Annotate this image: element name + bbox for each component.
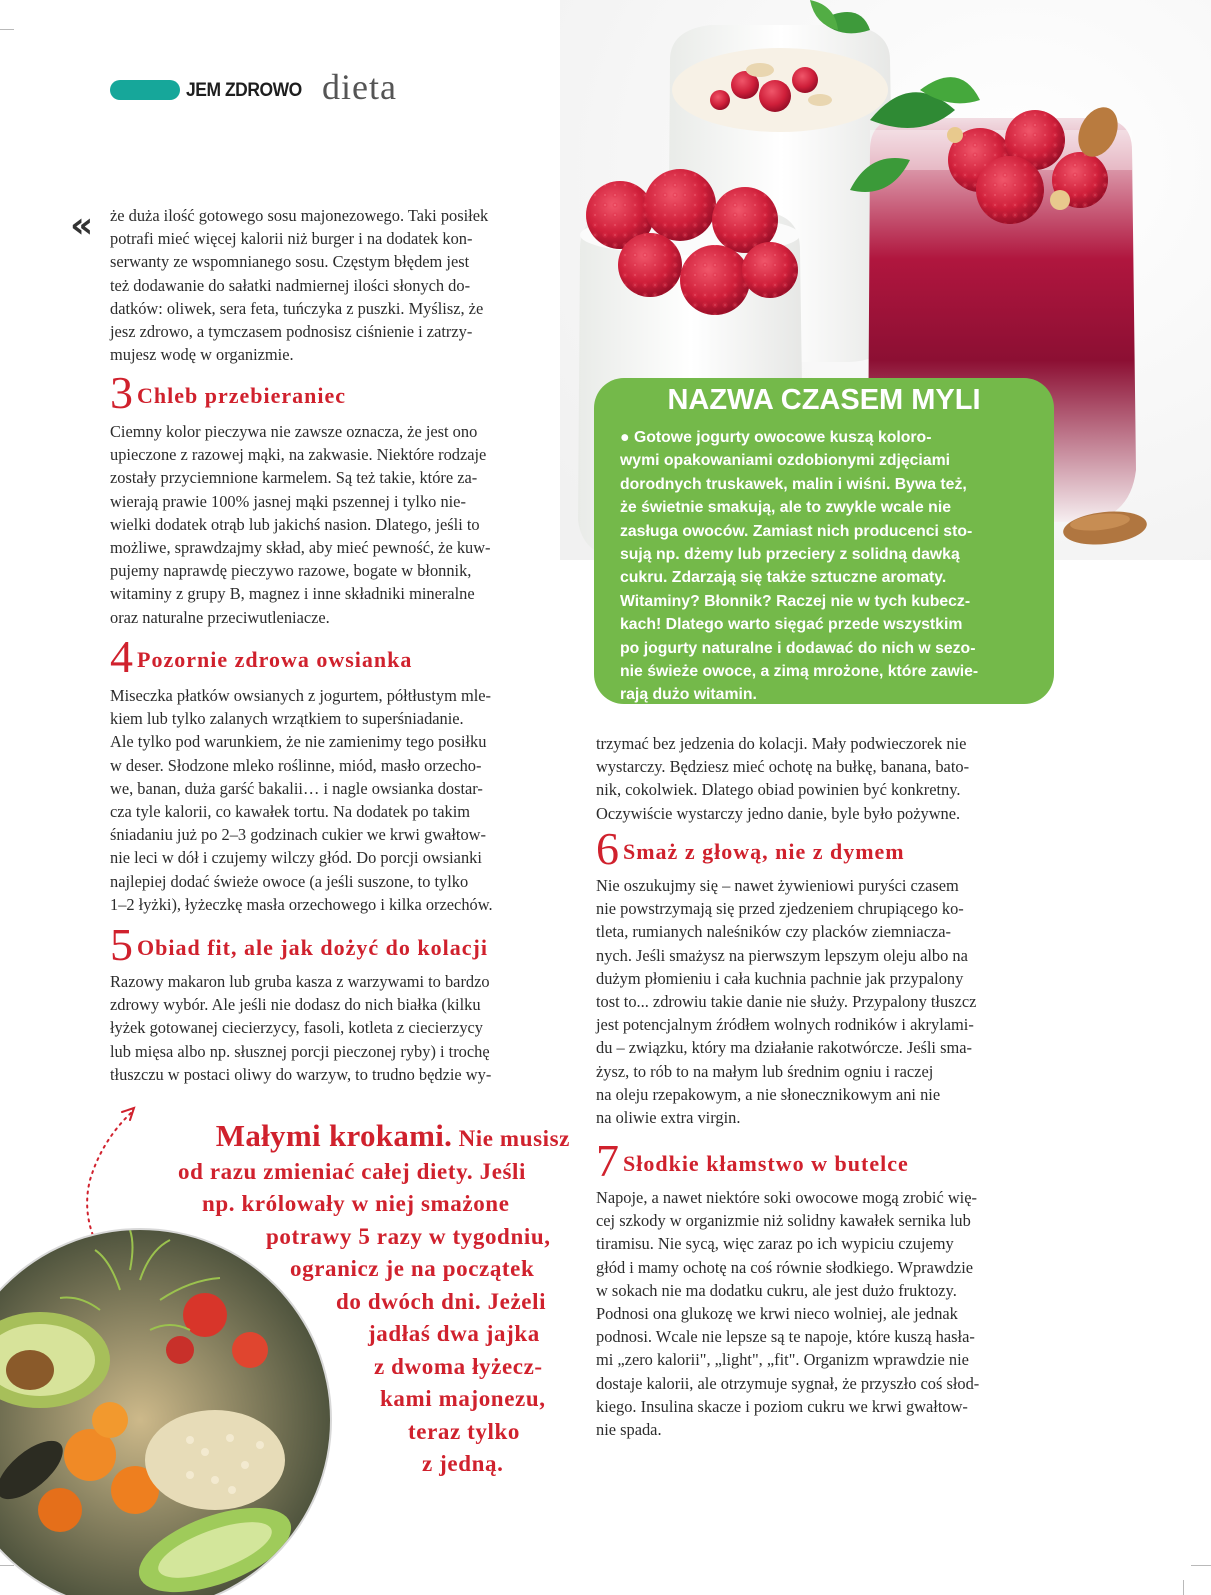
sidebar-title: NAZWA CZASEM MYLI xyxy=(667,384,981,416)
text-line: nie leci w dół i czujemy wilczy głód. Do porcji owsianki xyxy=(110,848,482,868)
tip-line: do dwóch dni. Jeżeli xyxy=(336,1288,547,1314)
text-line: głód i mamy ochotę na coś równie słodkiego. Wprawdzie xyxy=(596,1257,974,1277)
section-topic: dieta xyxy=(322,67,397,107)
text-line: tłuszczu w postaci oliwy do warzyw, to trudno będzie wy- xyxy=(110,1064,492,1084)
text-line: cza tyle kalorii, co kawałek tortu. Na dodatek po takim xyxy=(110,802,471,822)
text-line: jesz zdrowo, a tymczasem podnosisz ciśnienie i zatrzy- xyxy=(110,322,473,342)
section-number: 7 xyxy=(596,1135,619,1186)
section-title: Obiad fit, ale jak dożyć do kolacji xyxy=(137,935,488,960)
text-line: we, banan, duża garść bakalii… i nagle owsianka dostar- xyxy=(110,778,483,798)
text-line: potrafi mieć więcej kalorii niż burger i na dodatek kon- xyxy=(110,229,473,249)
text-line: kach! Dlatego warto sięgać przede wszystkim xyxy=(620,616,963,634)
salad-bowl-photo xyxy=(0,1190,340,1595)
text-line: nie świeże owoce, a zimą mrożone, które zawie- xyxy=(620,663,979,681)
text-line: rają dużo witamin. xyxy=(620,686,757,704)
text-line: ● Gotowe jogurty owocowe kuszą koloro- xyxy=(620,429,932,446)
text-line: Podnosi ona glukozę we krwi nieco wolniej, ale jednak xyxy=(596,1304,958,1324)
text-line: też dodawanie do sałatki nadmiernej ilości słonych do- xyxy=(110,275,471,295)
section-number: 4 xyxy=(110,631,133,682)
section-number: 5 xyxy=(110,919,133,970)
tip-line: od razu zmieniać całej diety. Jeśli xyxy=(178,1158,527,1184)
text-line: Napoje, a nawet niektóre soki owocowe mogą zrobić wię- xyxy=(596,1188,977,1207)
text-line: mujesz wodę w organizmie. xyxy=(110,345,294,365)
tip-line: np. królowały w niej smażone xyxy=(202,1191,510,1216)
continuation-quote-mark: « xyxy=(70,205,94,246)
text-line: 1–2 łyżki), łyżeczkę masła orzechowego i kilka orzechów. xyxy=(110,894,493,914)
text-line: możliwe, sprawdzajmy skład, aby mieć pewność, że kuw- xyxy=(110,538,491,558)
tip-line: z jedną. xyxy=(422,1451,504,1476)
text-line: kiego. Insulina skacze i poziom cukru we krwi gwałtow- xyxy=(596,1396,968,1416)
text-line: nie powstrzymają się przed zjedzeniem chrupiącego ko- xyxy=(596,899,964,919)
section-heading xyxy=(596,822,905,875)
section-number: 3 xyxy=(110,367,133,418)
section-heading xyxy=(596,1134,909,1187)
text-line: łyżek gotowanej ciecierzycy, fasoli, kotleta z ciecierzycy xyxy=(110,1018,483,1038)
text-line: witaminy z grupy B, magnez i inne składniki mineralne xyxy=(110,584,475,604)
text-line: nych. Jeśli smażysz na pierwszym lepszym oleju albo na xyxy=(596,945,968,965)
text-line: tleta, rumianych naleśników czy placków ziemniacza- xyxy=(596,922,951,942)
text-line: serwanty ze wspomnianego sosu. Częstym błędem jest xyxy=(110,252,470,272)
tip-line: kami majonezu, xyxy=(380,1386,546,1411)
text-line: oraz naturalne przeciwutleniacze. xyxy=(110,607,330,627)
text-line: cej szkody w organizmie niż solidny kawałek sernika lub xyxy=(596,1211,971,1231)
section-paragraph xyxy=(110,684,493,916)
text-line: trzymać bez jedzenia do kolacji. Mały podwieczorek nie xyxy=(596,734,967,753)
tip-line: ogranicz je na początek xyxy=(290,1256,535,1281)
text-line: tost to... zdrowiu takie danie nie służy. Przypalony tłuszcz xyxy=(596,992,977,1012)
text-line: Oczywiście wystarczy jedno danie, byle było pożywne. xyxy=(596,803,961,823)
tip-line: Małymi krokami. Nie musisz xyxy=(215,1118,570,1153)
section-heading xyxy=(110,918,488,971)
section-paragraph xyxy=(110,420,491,629)
text-line: zasługa owoców. Zamiast nich producenci sto- xyxy=(620,522,973,540)
text-line: najlepiej dodać świeże owoce (a jeśli suszone, to tylko xyxy=(110,871,469,891)
text-line: w deser. Słodzone mleko roślinne, miód, masło orzecho- xyxy=(110,755,482,775)
sidebar-box xyxy=(594,378,1054,704)
tip-line: z dwoma łyżecz- xyxy=(374,1353,543,1379)
section-paragraph-continued xyxy=(596,732,969,825)
section-color-bar xyxy=(110,80,180,100)
text-line: wielki dodatek otrąb lub jakichś nasion. Dlatego, jeśli to xyxy=(110,514,480,534)
section-title: Słodkie kłamstwo w butelce xyxy=(623,1151,909,1176)
text-line: pujemy naprawdę pieczywo razowe, bogate w błonnik, xyxy=(110,561,472,581)
text-line: Ale tylko pod warunkiem, że nie zamienimy tego posiłku xyxy=(110,732,487,752)
text-line: że świetnie smakują, ale to zwykle wcale nie xyxy=(620,499,952,517)
tip-line: potrawy 5 razy w tygodniu, xyxy=(266,1223,551,1249)
text-line: zdrowy wybór. Ale jeśli nie dodasz do nich białka (kilku xyxy=(110,995,481,1015)
section-title: Pozornie zdrowa owsianka xyxy=(137,647,413,672)
text-line: wymi opakowaniami ozdobionymi zdjęciami xyxy=(620,452,951,470)
section-paragraph xyxy=(596,1186,979,1441)
intro-paragraph xyxy=(110,204,488,366)
section-label: JEM ZDROWO xyxy=(186,80,302,101)
text-line: dorodnych truskawek, malin i wiśni. Bywa też, xyxy=(620,475,967,493)
text-line: wystarczy. Będziesz mieć ochotę na bułkę, banana, bato- xyxy=(596,757,970,777)
sidebar-text xyxy=(620,426,978,707)
text-line: nik, cokolwiek. Dlatego obiad powinien być konkretny. xyxy=(596,780,961,800)
text-line: sują np. dżemy lub przeciery z solidną dawką xyxy=(620,546,960,564)
tip-line: teraz tylko xyxy=(408,1418,520,1444)
text-line: nie spada. xyxy=(596,1420,662,1440)
text-line: Miseczka płatków owsianych z jogurtem, półtłustym mle- xyxy=(110,686,492,705)
crop-mark xyxy=(1191,1565,1211,1566)
text-line: kiem lub tylko zalanych wrzątkiem to superśniadanie. xyxy=(110,709,464,729)
section-paragraph xyxy=(596,874,976,1129)
text-line: dużym płomieniu i cała kuchnia pachnie jak przypalony xyxy=(596,968,964,988)
text-line: po jogurty naturalne i dodawać do nich w sezo- xyxy=(620,639,976,657)
crop-mark xyxy=(0,29,14,30)
text-line: dostaje kalorii, ale otrzymuje sygnał, że przyszło coś słod- xyxy=(596,1373,980,1393)
section-number: 6 xyxy=(596,823,619,874)
section-heading xyxy=(110,366,346,419)
text-line: mi „zero kalorii", „light", „fit". Organizm wprawdzie nie xyxy=(596,1350,969,1370)
text-line: śniadaniu już po 2–3 godzinach cukier we krwi gwałtow- xyxy=(110,825,486,845)
section-title: Chleb przebieraniec xyxy=(137,383,347,408)
text-line: upieczone z razowej mąki, na zakwasie. Niektóre rodzaje xyxy=(110,445,487,465)
tip-line: jadłaś dwa jajka xyxy=(368,1321,540,1346)
text-line: Witaminy? Błonnik? Raczej nie w tych kubecz- xyxy=(620,592,971,610)
text-line: tiramisu. Nie sycą, więc zaraz po ich wypiciu czujemy xyxy=(596,1234,954,1254)
text-line: Nie oszukujmy się – nawet żywieniowi puryści czasem xyxy=(596,876,959,895)
text-line: Razowy makaron lub gruba kasza z warzywami to bardzo xyxy=(110,972,490,991)
section-title: Smaż z głową, nie z dymem xyxy=(623,839,905,864)
text-line: na oleju rzepakowym, a nie słonecznikowym ani nie xyxy=(596,1084,941,1104)
text-line: że duża ilość gotowego sosu majonezowego. Taki posiłek xyxy=(110,206,489,225)
text-line: Ciemny kolor pieczywa nie zawsze oznacza, że jest ono xyxy=(110,422,478,441)
text-line: lub mięsa albo np. słusznej porcji pieczonej ryby) i trochę xyxy=(110,1041,490,1061)
text-line: w sokach nie ma dodatku cukru, ale jest dużo fruktozy. xyxy=(596,1280,957,1300)
tip-title: Małymi krokami. xyxy=(215,1118,453,1153)
crop-mark xyxy=(1183,1580,1184,1595)
text-line: jest potencjalnym źródłem wolnych rodników i akrylami- xyxy=(596,1015,974,1035)
section-heading xyxy=(110,630,412,683)
text-line: cukru. Zdarzają się także sztuczne aromaty. xyxy=(620,569,947,587)
text-line: zostały przyciemnione karmelem. Są też takie, które za- xyxy=(110,468,478,488)
text-line: żysz, to rób to na małym lub średnim ogniu i raczej xyxy=(596,1061,934,1081)
text-line: du – związku, który ma działanie rakotwórcze. Jeśli sma- xyxy=(596,1038,972,1058)
text-line: na oliwie extra virgin. xyxy=(596,1108,741,1128)
bullet-icon: ● xyxy=(620,429,630,446)
text-line: podnosi. Wcale nie lepsze są te napoje, które kuszą hasła- xyxy=(596,1327,975,1347)
section-paragraph xyxy=(110,970,491,1086)
text-line: datków: oliwek, sera feta, tuńczyka z puszki. Myślisz, że xyxy=(110,298,484,318)
text-line: wierają prawie 100% jasnej mąki pszennej i tylko nie- xyxy=(110,491,466,511)
